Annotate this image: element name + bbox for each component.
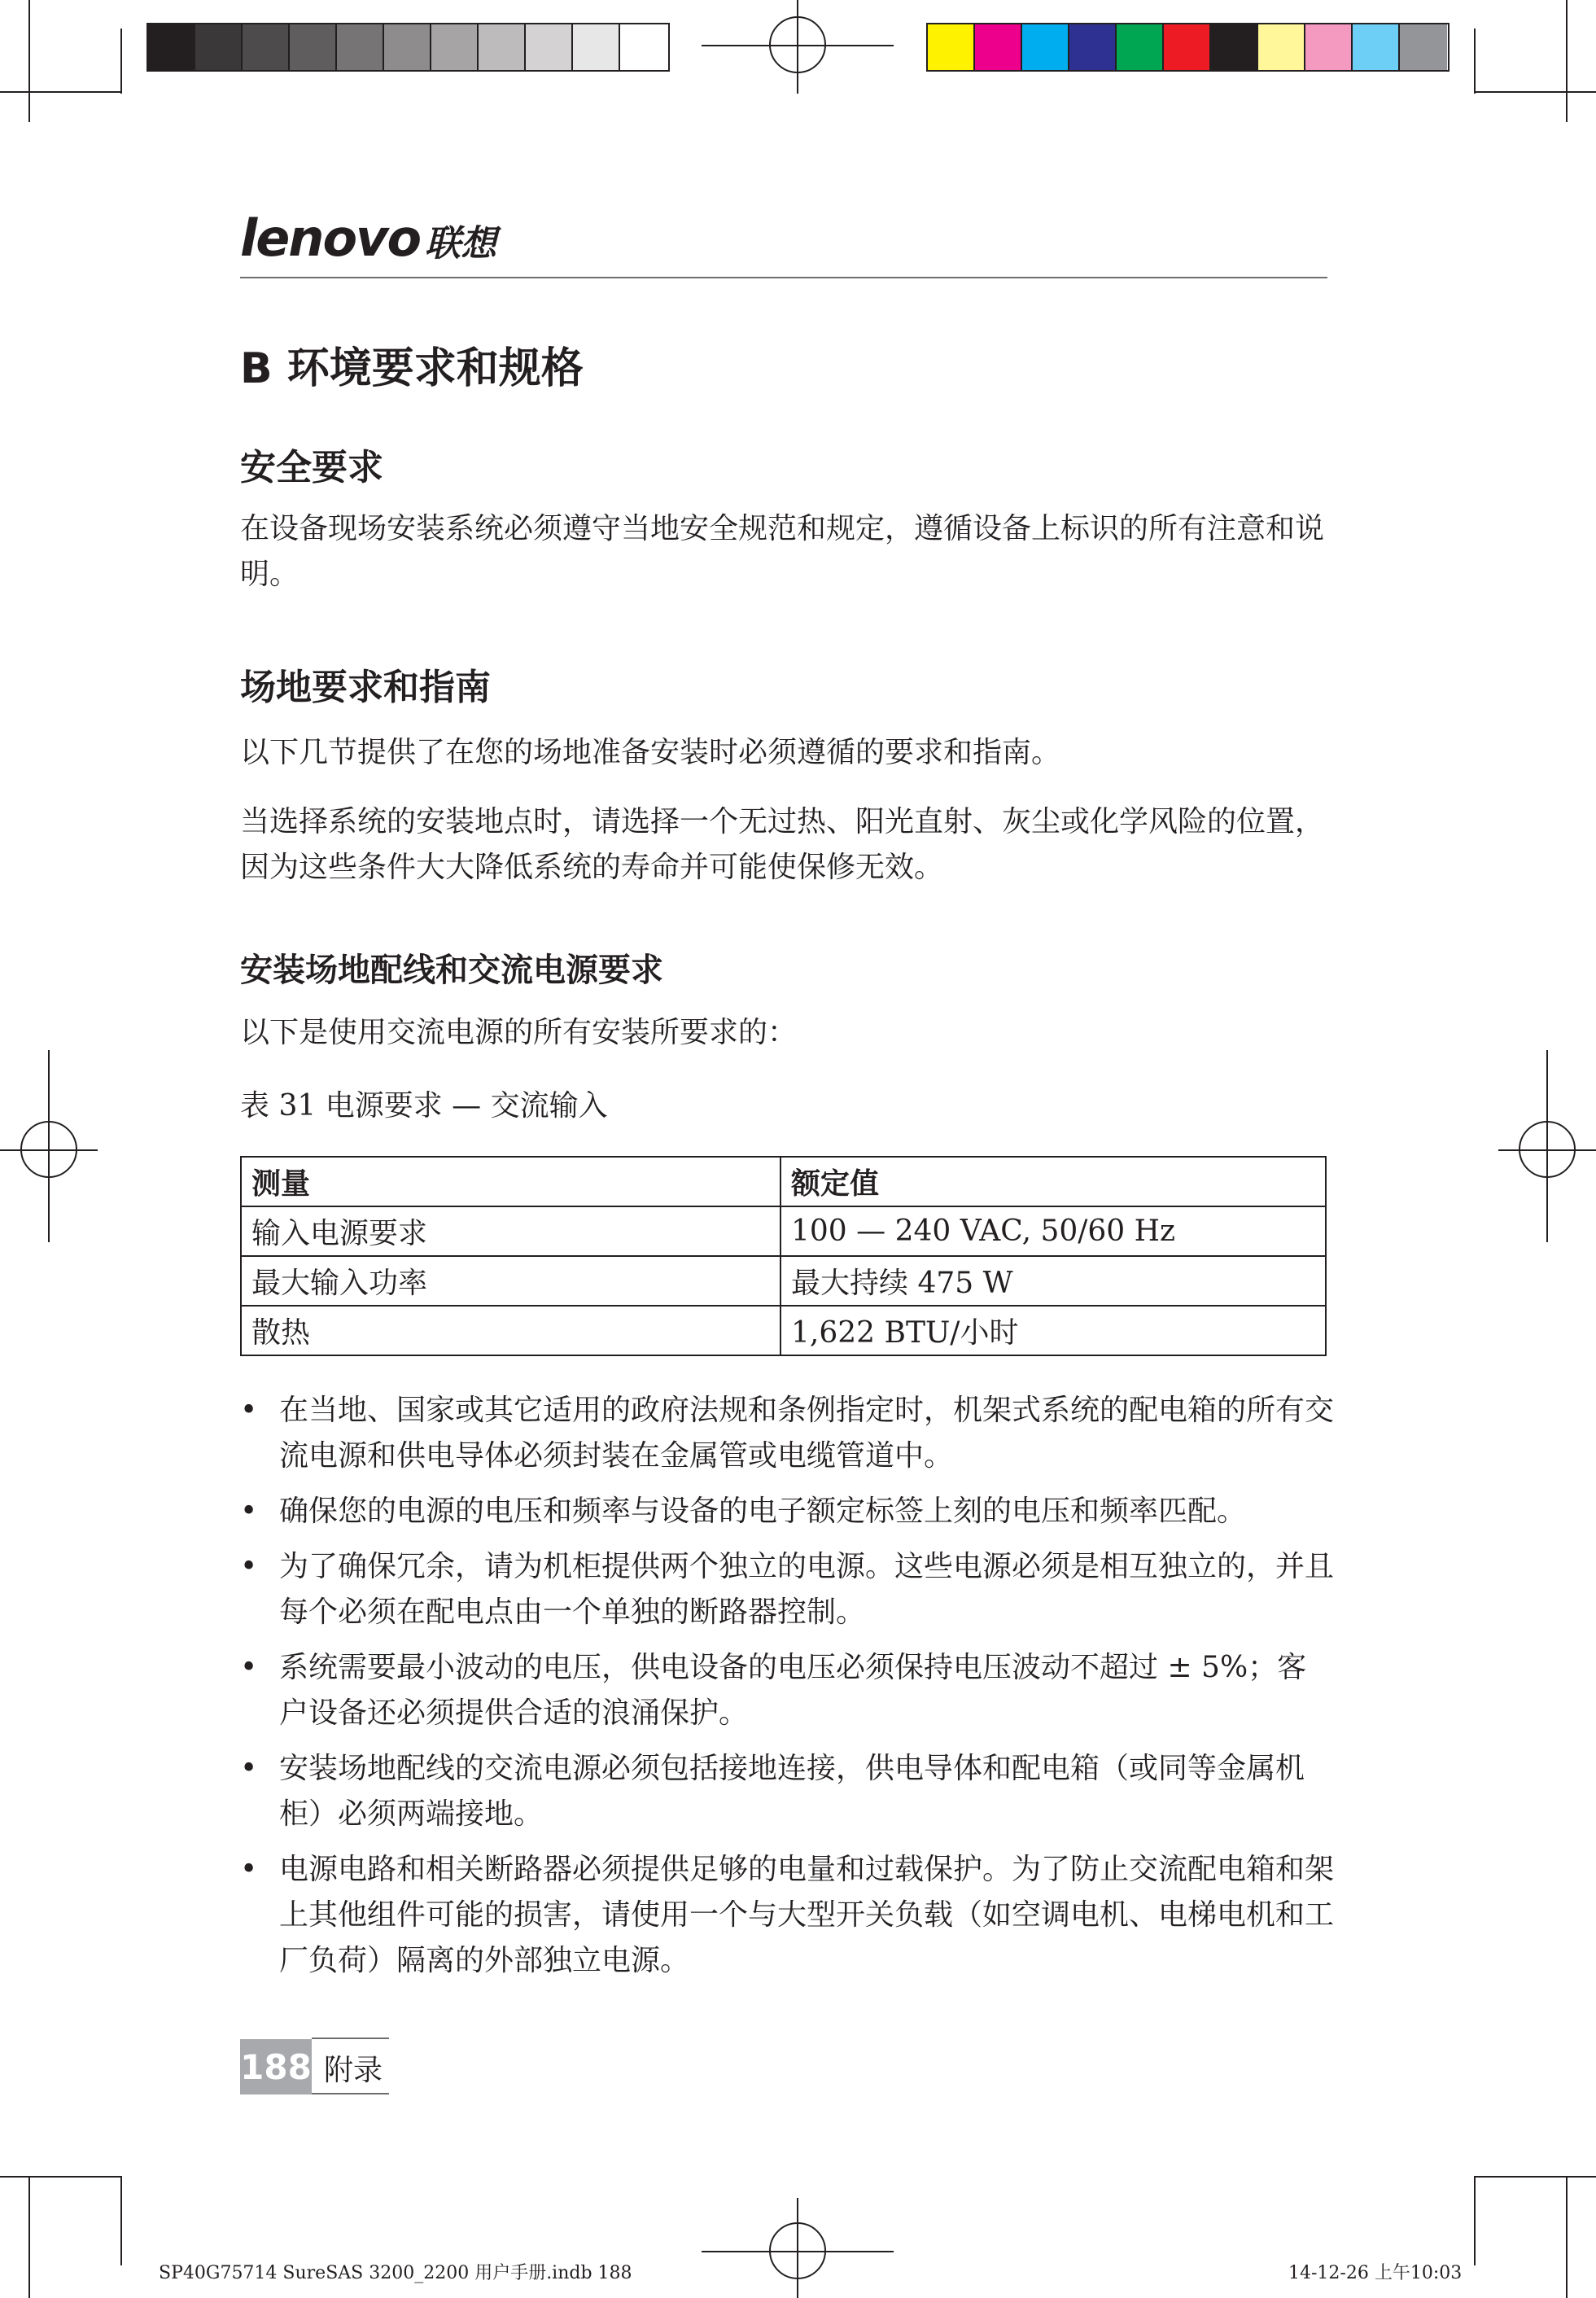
- list-item: [240, 1645, 1335, 1736]
- table-cell: 最大持续 475 W: [781, 1256, 1326, 1306]
- chapter-title: B 环境要求和规格: [240, 344, 584, 393]
- gray-swatch: [479, 24, 526, 70]
- section-label: 附录: [324, 2054, 383, 2087]
- color-swatch: [928, 24, 975, 70]
- table-header-cell: 额定值: [781, 1157, 1326, 1206]
- bullet-icon: •: [240, 1495, 258, 1528]
- page-label-rule-top: [312, 2038, 389, 2039]
- table-caption: 表 31 电源要求 — 交流输入: [240, 1089, 608, 1123]
- table-row: [241, 1306, 1326, 1355]
- logo-chinese-text: 联想: [425, 222, 497, 265]
- gray-swatch: [337, 24, 384, 70]
- bullet-icon: •: [240, 1394, 258, 1427]
- gray-swatch: [620, 24, 667, 70]
- color-swatch: [1117, 24, 1164, 70]
- color-swatch: [1258, 24, 1305, 70]
- list-item-text: 在当地、国家或其它适用的政府法规和条例指定时，机架式系统的配电箱的所有交流电源和供电导体必须封装在金属管或电缆管道中。: [279, 1394, 1335, 1473]
- site-body: 当选择系统的安装地点时，请选择一个无过热、阳光直射、灰尘或化学风险的位置，因为这些条件大大降低系统的寿命并可能使保修无效。: [240, 805, 1325, 884]
- safety-body: 在设备现场安装系统必须遵守当地安全规范和规定，遵循设备上标识的所有注意和说明。: [240, 512, 1325, 591]
- color-swatch: [1305, 24, 1353, 70]
- print-slug-timestamp: 14-12-26 上午10:03: [1288, 2263, 1463, 2283]
- list-item: [240, 1489, 1335, 1534]
- page-number: 188: [240, 2039, 312, 2094]
- color-swatch: [1400, 24, 1447, 70]
- table-cell: 100 — 240 VAC, 50/60 Hz: [781, 1206, 1326, 1256]
- header-divider: [240, 277, 1327, 278]
- wiring-heading: 安装场地配线和交流电源要求: [240, 952, 663, 989]
- page-label-rule-bottom: [312, 2093, 389, 2094]
- color-swatch: [1211, 24, 1258, 70]
- list-item-text: 系统需要最小波动的电压，供电设备的电压必须保持电压波动不超过 ± 5%；客户设备还必须提供合适的浪涌保护。: [279, 1651, 1307, 1730]
- print-slug-filename: SP40G75714 SureSAS 3200_2200 用户手册.indb 188: [159, 2263, 632, 2283]
- color-swatch: [975, 24, 1022, 70]
- table-header-row: [241, 1157, 1326, 1206]
- list-item-text: 安装场地配线的交流电源必须包括接地连接，供电导体和配电箱（或同等金属机柜）必须两端接地。: [279, 1752, 1305, 1831]
- site-heading: 场地要求和指南: [240, 667, 491, 708]
- gray-swatch: [573, 24, 620, 70]
- list-item: [240, 1544, 1335, 1635]
- color-swatch: [1022, 24, 1069, 70]
- power-requirements-table: [240, 1156, 1327, 1356]
- table-header-cell: 测量: [241, 1157, 781, 1206]
- table-row: [241, 1256, 1326, 1306]
- table-row: [241, 1206, 1326, 1256]
- gray-swatch: [290, 24, 337, 70]
- logo-latin-text: lenovo: [240, 208, 421, 268]
- bullet-icon: •: [240, 1853, 258, 1886]
- table-cell: 输入电源要求: [241, 1206, 781, 1256]
- color-strip: [926, 23, 1450, 72]
- gray-swatch: [384, 24, 431, 70]
- list-item: [240, 1746, 1335, 1837]
- color-swatch: [1164, 24, 1211, 70]
- list-item-text: 确保您的电源的电压和频率与设备的电子额定标签上刻的电压和频率匹配。: [279, 1495, 1247, 1528]
- bullet-icon: •: [240, 1550, 258, 1583]
- gray-swatch: [431, 24, 479, 70]
- gray-swatch: [243, 24, 290, 70]
- lenovo-logo: [240, 208, 497, 268]
- bullet-icon: •: [240, 1651, 258, 1684]
- list-item: [240, 1388, 1335, 1479]
- site-intro: 以下几节提供了在您的场地准备安装时必须遵循的要求和指南。: [240, 736, 1061, 769]
- grayscale-strip: [146, 23, 670, 72]
- gray-swatch: [526, 24, 573, 70]
- list-item: [240, 1847, 1335, 1984]
- requirements-list: [240, 1388, 1335, 1994]
- safety-heading: 安全要求: [240, 447, 383, 488]
- color-swatch: [1069, 24, 1117, 70]
- list-item-text: 电源电路和相关断路器必须提供足够的电量和过载保护。为了防止交流配电箱和架上其他组件可能的损害，请使用一个与大型开关负载（如空调电机、电梯电机和工厂负荷）隔离的外部独立电源。: [279, 1853, 1335, 1977]
- bullet-icon: •: [240, 1752, 258, 1785]
- color-swatch: [1353, 24, 1400, 70]
- table-cell: 最大输入功率: [241, 1256, 781, 1306]
- gray-swatch: [195, 24, 243, 70]
- table-cell: 散热: [241, 1306, 781, 1355]
- table-cell: 1,622 BTU/小时: [781, 1306, 1326, 1355]
- wiring-intro: 以下是使用交流电源的所有安装所要求的：: [240, 1016, 798, 1049]
- gray-swatch: [148, 24, 195, 70]
- list-item-text: 为了确保冗余，请为机柜提供两个独立的电源。这些电源必须是相互独立的，并且每个必须在配电点由一个单独的断路器控制。: [279, 1550, 1335, 1629]
